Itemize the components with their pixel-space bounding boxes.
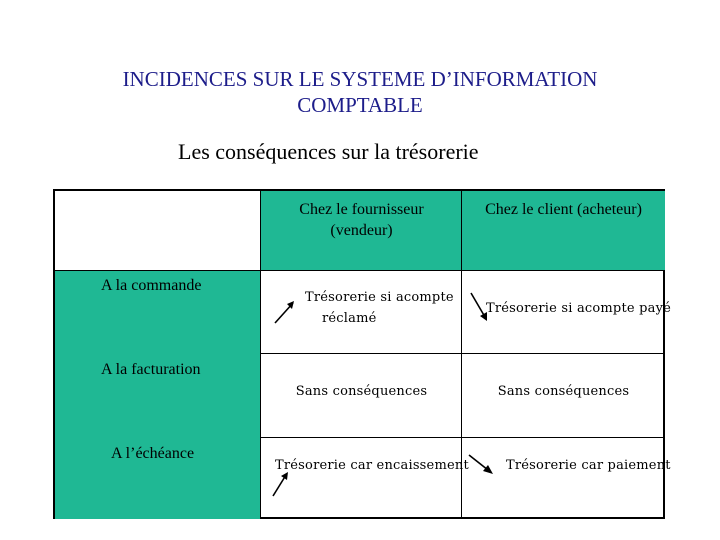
arrow-up-right-icon — [273, 299, 297, 325]
row-label-facturation: A la facturation — [101, 361, 201, 378]
consequences-table — [53, 189, 672, 519]
echeance-fournisseur-text: Trésorerie car encaissement — [275, 458, 469, 473]
header-fournisseur — [261, 191, 462, 271]
cell-facturation-fournisseur — [261, 354, 462, 438]
header-client-label: Chez le client (acheteur) — [485, 201, 642, 218]
cell-facturation-client — [462, 354, 665, 438]
row-label-echeance: A l’échéance — [111, 445, 195, 462]
cell-commande-client — [462, 271, 672, 354]
cell-commande-fournisseur — [261, 271, 462, 354]
header-fournisseur-line1: Chez le fournisseur — [299, 201, 424, 218]
cell-echeance-fournisseur — [261, 438, 469, 519]
header-fournisseur-line2: (vendeur) — [330, 222, 393, 239]
slide-title-line2: COMPTABLE — [297, 93, 423, 117]
commande-client-text: Trésorerie si acompte payé — [486, 301, 672, 316]
echeance-client-text: Trésorerie car paiement — [506, 458, 671, 473]
commande-fournisseur-line1: Trésorerie si acompte — [305, 290, 454, 305]
cell-echeance-client — [462, 438, 671, 519]
row-label-commande: A la commande — [101, 277, 202, 294]
commande-fournisseur-line2: réclamé — [322, 311, 377, 326]
header-client — [462, 191, 665, 271]
slide-subtitle: Les conséquences sur la trésorerie — [178, 139, 479, 164]
table-corner-cell — [55, 191, 261, 271]
arrow-down-right-icon — [466, 452, 498, 476]
row-labels-column — [55, 271, 261, 519]
facturation-fournisseur-text: Sans conséquences — [295, 384, 428, 399]
slide-title-line1: INCIDENCES SUR LE SYSTEME D’INFORMATION — [122, 67, 598, 91]
slide-title — [60, 66, 660, 118]
facturation-client-text: Sans conséquences — [497, 384, 630, 399]
